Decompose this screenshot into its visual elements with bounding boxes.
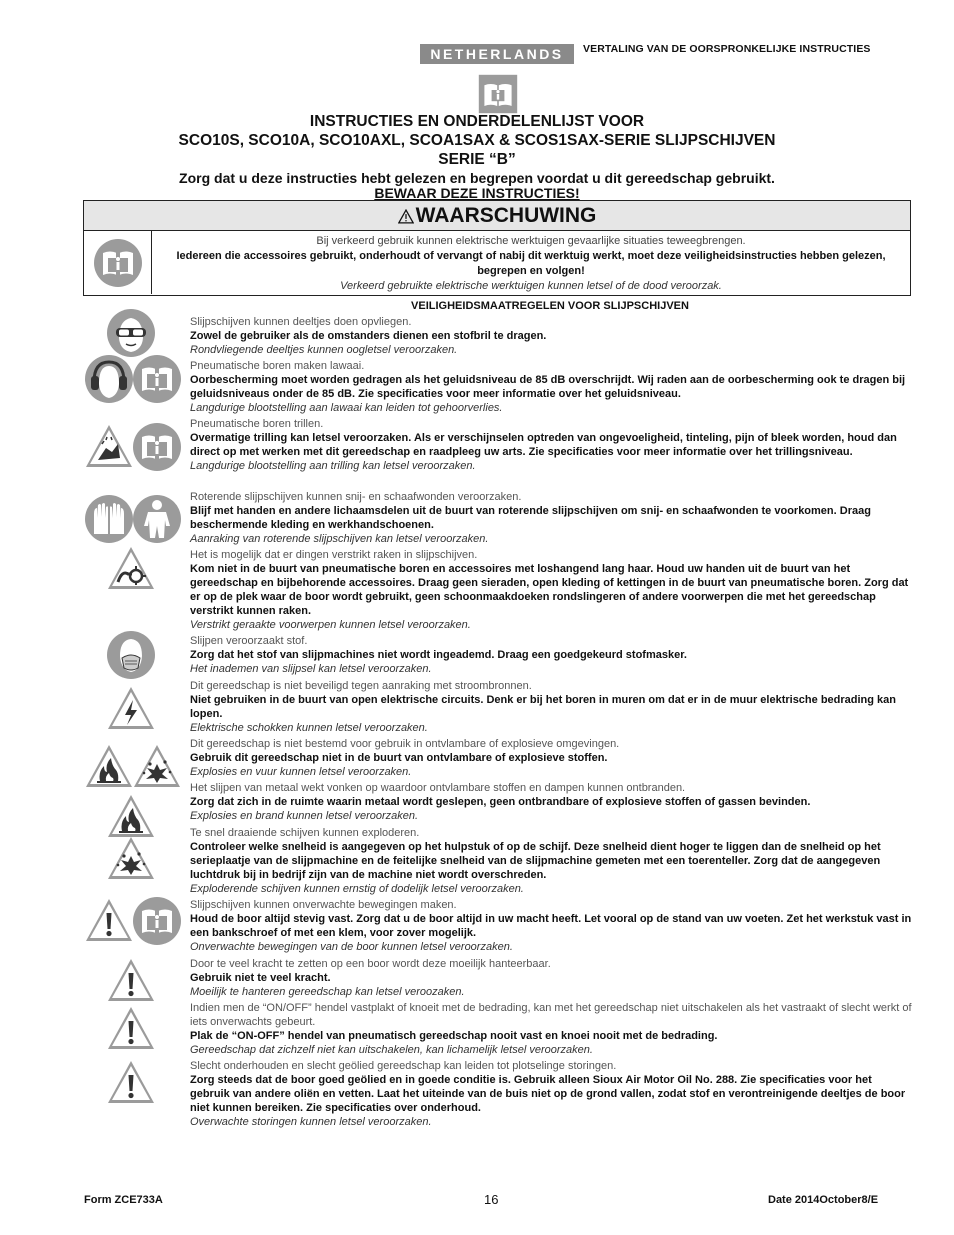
instruction-text: Blijf met handen en andere lichaamsdelen uit de buurt van roterende slijpschijven om snij- en schaafwonden te voorkomen. Draag beschermende kleding en werkhandschoenen. [190, 505, 871, 531]
caution-icon [106, 1058, 156, 1108]
instruction-text: Kom niet in de buurt van pneumatische boren en accessoires met loshangend lang haar. Houd uw handen uit de buurt van het gereedschap en bijbehorende accessoires. Draag geen sieraden, open kleding of kettingen in de buurt van pneumatische boren. Zorg dat er op de plek waar de boor wordt gebruikt, geen schoonmaakdoeken rondslingeren of andere voorwerpen die met het gereedschap verstrikt kunnen raken. [190, 563, 909, 617]
consequence-text: Moeilijk te hanteren gereedschap kan letsel veroozaken. [190, 986, 465, 998]
safety-entry [190, 781, 912, 823]
instruction-text: Gebruik dit gereedschap niet in de buurt van ontvlambare of explosieve stoffen. [190, 752, 608, 764]
safety-entry [190, 359, 912, 415]
instruction-text: Zowel de gebruiker als de omstanders dienen een stofbril te dragen. [190, 330, 547, 342]
safety-entry [190, 1001, 912, 1057]
instruction-text: Zorg dat het stof van slijpmachines niet wordt ingeademd. Draag een goedgekeurd stofmasker. [190, 649, 687, 661]
caution-icon [106, 1004, 156, 1054]
instruction-text: Overmatige trilling kan letsel veroorzaken. Als er verschijnselen optreden van ongevoeligheid, tinteling, pijn of bleek worden, houd dan direct op met werken met dit gereedschap en raadpleeg uw arts. Zie specificaties voor meer informatie over het trillingsniveau. [190, 432, 897, 458]
footer-form-number: Form ZCE733A [84, 1194, 163, 1206]
warning-triangle-icon [398, 209, 414, 224]
hazard-text: Slecht onderhouden en slecht geölied gereedschap kan leiden tot plotselinge storingen. [190, 1060, 617, 1072]
manual-icon [132, 896, 182, 946]
hazard-text: Door te veel kracht te zetten op een boor wordt deze moeilijk hanteerbaar. [190, 958, 551, 970]
safety-entry [190, 679, 912, 735]
country-tab: NETHERLANDS [420, 44, 574, 64]
hazard-text: Indien men de “ON/OFF” hendel vastplakt of knoeit met de bedrading, kan met het gereedschap niet uitschakelen als het vastraakt of slecht werkt of iets onverwachts gebeurt. [190, 1002, 912, 1028]
safety-entry [190, 490, 912, 546]
warning-heading [84, 201, 910, 231]
instruction-text: Houd de boor altijd stevig vast. Zorg dat u de boor altijd in uw macht heeft. Let vooral op de stand van uw voeten. Zet het werkstuk vast in een bankschroef of met een klem, voor zover mogelijk. [190, 913, 912, 939]
hazard-text: Slijpschijven kunnen onverwachte bewegingen maken. [190, 899, 457, 911]
explosion-hazard-icon [132, 742, 182, 792]
entanglement-icon [106, 544, 156, 594]
consequence-text: Aanraking van roterende slijpschijven kan letsel veroorzaken. [190, 533, 489, 545]
goggles-icon [106, 308, 156, 358]
warning-heading-text: WAARSCHUWING [415, 204, 597, 227]
hazard-text: Slijpen veroorzaakt stof. [190, 635, 308, 647]
safety-entry [190, 898, 912, 954]
hazard-text: Pneumatische boren maken lawaai. [190, 360, 365, 372]
hazard-text: Dit gereedschap is niet beveiligd tegen aanraking met stroombronnen. [190, 680, 532, 692]
consequence-text: Explosies en vuur kunnen letsel veroorzaken. [190, 766, 412, 778]
hazard-text: Pneumatische boren trillen. [190, 418, 324, 430]
consequence-text: Exploderende schijven kunnen ernstig of dodelijk letsel veroorzaken. [190, 883, 524, 895]
instruction-text: Zorg steeds dat de boor goed geölied en in goede conditie is. Gebruik alleen Sioux Air Motor Oil No. 288. Zie specificaties voor het gebruik van andere oliën en vetten. Laat het uiteinde van de buis niet op de grond vallen, zodat stof en verontreinigende deeltjes de boor niet kunnen bereiken. Zie specificaties over onderhoud. [190, 1074, 906, 1114]
manual-icon [132, 422, 182, 472]
warning-text [152, 234, 910, 294]
title-block [150, 112, 804, 201]
hazard-text: Slijpschijven kunnen deeltjes doen opvliegen. [190, 316, 412, 328]
warning-icon-cell [84, 231, 152, 294]
instruction-text: Gebruik niet te veel kracht. [190, 972, 331, 984]
consequence-text: Rondvliegende deeltjes kunnen oogletsel veroorzaken. [190, 344, 458, 356]
warning-box [83, 200, 911, 296]
consequence-text: Gereedschap dat zichzelf niet kan uitschakelen, kan lichamelijk letsel veroorzaken. [190, 1044, 593, 1056]
vibration-icon [84, 422, 134, 472]
warning-line-1: Bij verkeerd gebruik kunnen elektrische werktuigen gevaarlijke situaties teweegbrengen. [316, 235, 746, 247]
manual-icon [478, 74, 518, 114]
dust-mask-icon [106, 630, 156, 680]
consequence-text: Onverwachte bewegingen van de boor kunnen letsel veroorzaken. [190, 941, 513, 953]
consequence-text: Explosies en brand kunnen letsel veroorzaken. [190, 810, 419, 822]
hazard-text: Roterende slijpschijven kunnen snij- en schaafwonden veroorzaken. [190, 491, 522, 503]
title-line-1: INSTRUCTIES EN ONDERDELENLIJST VOOR [309, 113, 645, 130]
caution-icon [84, 896, 134, 946]
consequence-text: Verstrikt geraakte voorwerpen kunnen letsel veroorzaken. [190, 619, 471, 631]
instruction-text: Controleer welke snelheid is aangegeven op het hulpstuk of op de schijf. Deze snelheid dient hoger te liggen dan de snelheid op het serieplaatje van de slijpmachine en de feitelijke snelheid van de slijpmachine gemeten met een toerenteller. Zorg dat de aangegeven luchtdruk bij in bedrijf zijn van de machine niet wordt overschreden. [190, 841, 881, 881]
electric-shock-icon [106, 684, 156, 734]
safety-entry [190, 1059, 912, 1129]
hazard-text: Dit gereedschap is niet bestemd voor gebruik in ontvlambare of explosieve omgevingen. [190, 738, 620, 750]
instruction-text: Zorg dat zich in de ruimte waarin metaal wordt geslepen, geen ontbrandbare of explosieve stoffen of gassen bevinden. [190, 796, 811, 808]
instruction-text: Plak de “ON-OFF” hendel van pneumatisch gereedschap nooit vast en knoei nooit met de bedrading. [190, 1030, 718, 1042]
hazard-text: Het is mogelijk dat er dingen verstrikt raken in slijpschijven. [190, 549, 478, 561]
page-number: 16 [484, 1192, 499, 1207]
consequence-text: Langdurige blootstelling aan lawaai kan leiden tot gehoorverlies. [190, 402, 503, 414]
protective-clothing-icon [132, 494, 182, 544]
consequence-text: Langdurige blootstelling aan trilling kan letsel veroorzaken. [190, 460, 476, 472]
footer-date: Date 2014October8/E [768, 1194, 879, 1206]
fire-hazard-icon [84, 742, 134, 792]
consequence-text: Overwachte storingen kunnen letsel veroorzaken. [190, 1116, 432, 1128]
instruction-text: Oorbescherming moet worden gedragen als het geluidsniveau de 85 dB overschrijdt. Wij raden aan de oorbescherming ook te dragen bij geluidsniveaus onder de 85 dB. Zie specificaties voor meer informatie over het geluidsniveau. [190, 374, 906, 400]
consequence-text: Elektrische schokken kunnen letsel veroorzaken. [190, 722, 428, 734]
caution-icon [106, 956, 156, 1006]
section-title: VEILIGHEIDSMAATREGELEN VOOR SLIJPSCHIJVEN [411, 300, 689, 312]
hazard-text: Te snel draaiende schijven kunnen exploderen. [190, 827, 420, 839]
safety-entry [190, 826, 912, 896]
manual-icon [132, 354, 182, 404]
title-line-2: SCO10S, SCO10A, SCO10AXL, SCOA1SAX & SCOS1SAX-SERIE SLIJPSCHIJVEN [178, 132, 776, 149]
subtitle: Zorg dat u deze instructies hebt gelezen en begrepen voordat u dit gereedschap gebruikt. [179, 170, 775, 186]
safety-entry [190, 548, 912, 632]
manual-icon [93, 238, 143, 288]
safety-entry [190, 417, 912, 473]
ear-protection-icon [84, 354, 134, 404]
translation-note: VERTALING VAN DE OORSPRONKELIJKE INSTRUCTIES [583, 43, 871, 55]
warning-line-3: Verkeerd gebruikte elektrische werktuigen kunnen letsel of de dood veroorzak. [340, 280, 722, 292]
consequence-text: Het inademen van slijpsel kan letsel veroorzaken. [190, 663, 432, 675]
safety-entry [190, 957, 912, 999]
keep-instructions: BEWAAR DEZE INSTRUCTIES! [374, 185, 580, 201]
safety-entry [190, 634, 912, 676]
gloves-icon [84, 494, 134, 544]
safety-entry [190, 737, 912, 779]
title-line-3: SERIE “B” [438, 151, 516, 168]
safety-entry [190, 315, 912, 357]
warning-line-2: Iedereen die accessoires gebruikt, onderhoudt of vervangt of nabij dit werktuig werkt, moet deze veiligheidsinstructies hebben gelezen, begrepen en volgen! [176, 250, 886, 277]
instruction-text: Niet gebruiken in de buurt van open elektrische circuits. Denk er bij het boren in muren om dat er in de muur elektrische bedrading kan lopen. [190, 694, 896, 720]
explosion-hazard-icon [106, 834, 156, 884]
hazard-text: Het slijpen van metaal wekt vonken op waardoor ontvlambare stoffen en dampen kunnen ontbranden. [190, 782, 686, 794]
